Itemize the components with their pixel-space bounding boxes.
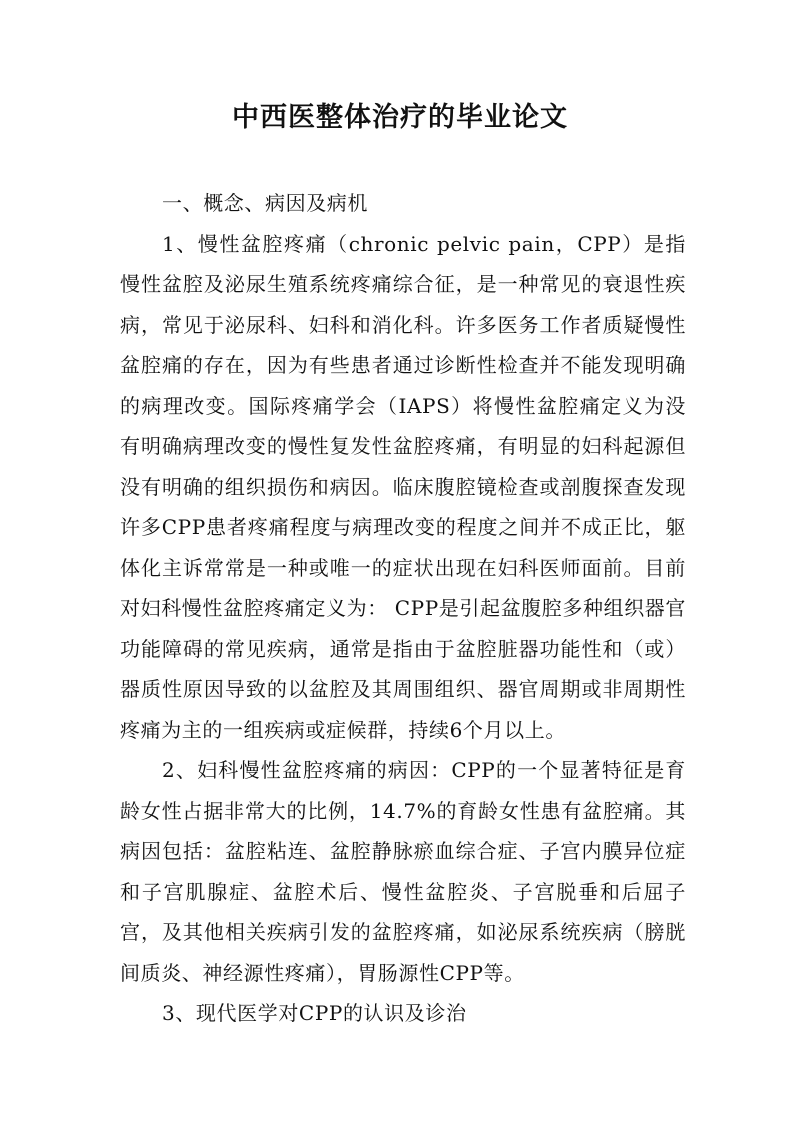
- document-body: [120, 183, 686, 1034]
- paragraph-cpp-definition: 1、慢性盆腔疼痛（chronic pelvic pain，CPP）是指慢性盆腔及泌尿生殖系统疼痛综合征，是一种常见的衰退性疾病，常见于泌尿科、妇科和消化科。许多医务工作者质疑慢性盆腔痛的存在，因为有些患者通过诊断性检查并不能发现明确的病理改变。国际疼痛学会（IAPS）将慢性盆腔痛定义为没有明确病理改变的慢性复发性盆腔疼痛，有明显的妇科起源但没有明确的组织损伤和病因。临床腹腔镜检查或剖腹探查发现许多CPP患者疼痛程度与病理改变的程度之间并不成正比，躯体化主诉常常是一种或唯一的症状出现在妇科医师面前。目前对妇科慢性盆腔疼痛定义为： CPP是引起盆腹腔多种组织器官功能障碍的常见疾病，通常是指由于盆腔脏器功能性和（或）器质性原因导致的以盆腔及其周围组织、器官周期或非周期性疼痛为主的一组疾病或症候群，持续6个月以上。: [120, 231, 686, 742]
- document-title: 中西医整体治疗的毕业论文: [232, 102, 568, 133]
- paragraph-cpp-etiology: 2、妇科慢性盆腔疼痛的病因：CPP的一个显著特征是育龄女性占据非常大的比例，14.7%的育龄女性患有盆腔痛。其病因包括：盆腔粘连、盆腔静脉瘀血综合症、子宫内膜异位症和子宫肌腺症、盆腔术后、慢性盆腔炎、子宫脱垂和后屈子宫，及其他相关疾病引发的盆腔疼痛，如泌尿系统疾病（膀胱间质炎、神经源性疼痛），胃肠源性CPP等。: [120, 758, 686, 985]
- subheading-modern-medicine: 3、现代医学对CPP的认识及诊治: [162, 1001, 467, 1025]
- section-heading: 一、概念、病因及病机: [162, 191, 368, 215]
